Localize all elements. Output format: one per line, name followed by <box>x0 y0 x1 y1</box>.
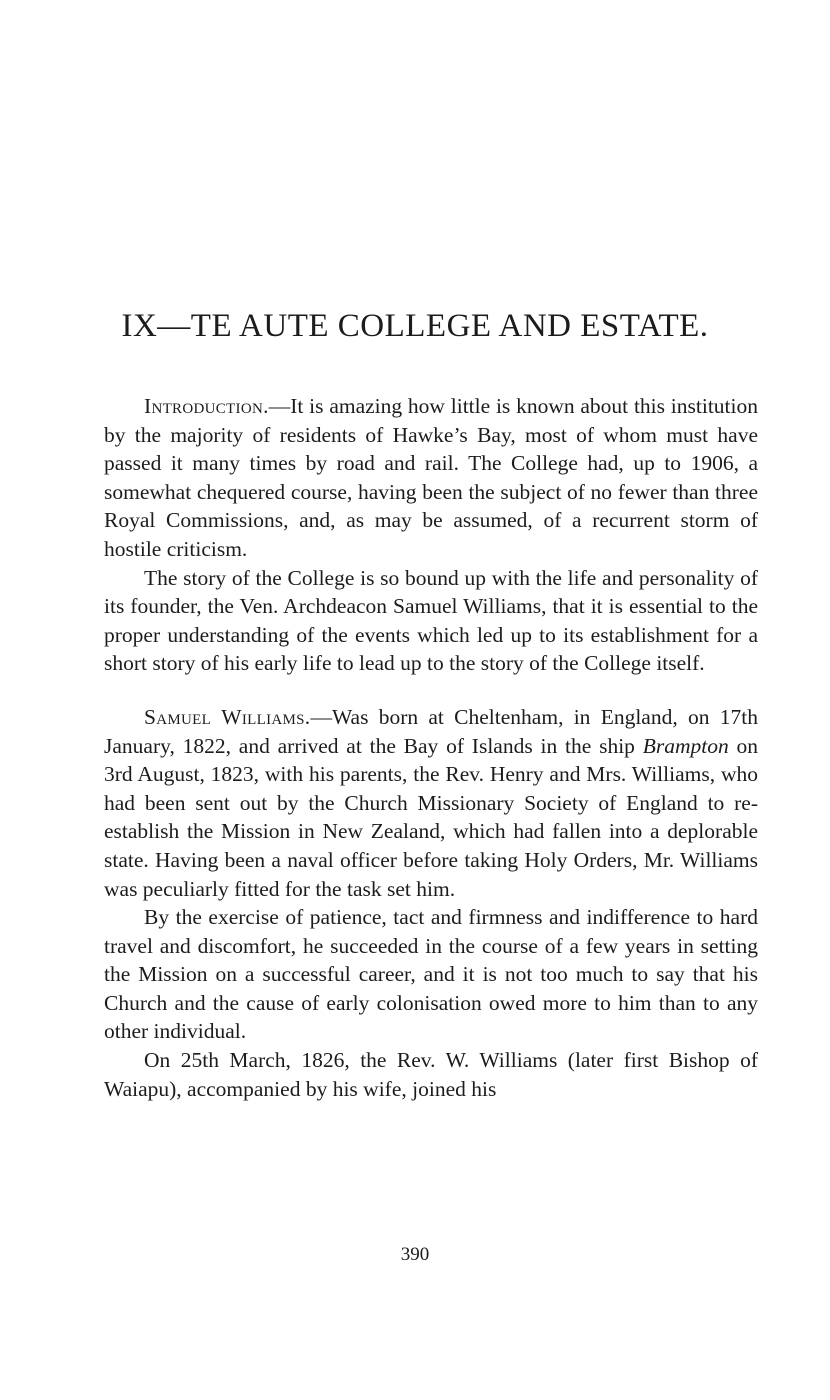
paragraph-samuel-williams <box>104 703 758 903</box>
section-lead-introduction: Introduction. <box>144 394 269 418</box>
page-number: 390 <box>400 1244 430 1265</box>
paragraph-text: By the exercise of patience, tact and firmness and indifference to hard travel and discomfort, he succeeded in the course of a few years in setting the Mission on a successful career, and it is not too much to say that his Church and the cause of early colonisation owed more to him than to any other individual. <box>104 905 758 1044</box>
body-text <box>104 392 758 1103</box>
paragraph-mission-success <box>104 903 758 1046</box>
ship-name: Brampton <box>642 733 729 758</box>
paragraph-text: The story of the College is so bound up with the life and personality of its founder, the Ven. Archdeacon Samuel Williams, that it is essential to the proper understanding of the events which led up to its establishment for a short story of his early life to lead up to the story of the College itself. <box>104 565 758 676</box>
paragraph-introduction <box>104 392 758 564</box>
paragraph-text: on 3rd August, 1823, with his parents, the Rev. Henry and Mrs. Williams, who had been sent out by the Church Missionary Society of England to re-establish the Mission in New Zealand, which had fallen into a deplorable state. Having been a naval officer before taking Holy Orders, Mr. Williams was peculiarly fitted for the task set him. <box>104 733 759 901</box>
paragraph-text: —It is amazing how little is known about this institution by the majority of residents of Hawke’s Bay, most of whom must have passed it many times by road and rail. The College had, up to 1906, a somewhat chequered course, having been the subject of no fewer than three Royal Commissions, and, as may be assumed, of a recurrent storm of hostile criticism. <box>104 394 758 561</box>
paragraph-text: —Was born at Cheltenham, in England, on 17th January, 1822, and arrived at the Bay of Islands in the ship <box>104 704 758 758</box>
section-lead-samuel-williams: Samuel Williams. <box>144 704 311 729</box>
chapter-title: IX—TE AUTE COLLEGE AND ESTATE. <box>121 308 709 344</box>
paragraph-text: On 25th March, 1826, the Rev. W. Williams (later first Bishop of Waiapu), accompanied by his wife, joined his <box>104 1048 758 1101</box>
paragraph-college-story <box>104 564 758 678</box>
paragraph-w-williams <box>104 1046 758 1103</box>
